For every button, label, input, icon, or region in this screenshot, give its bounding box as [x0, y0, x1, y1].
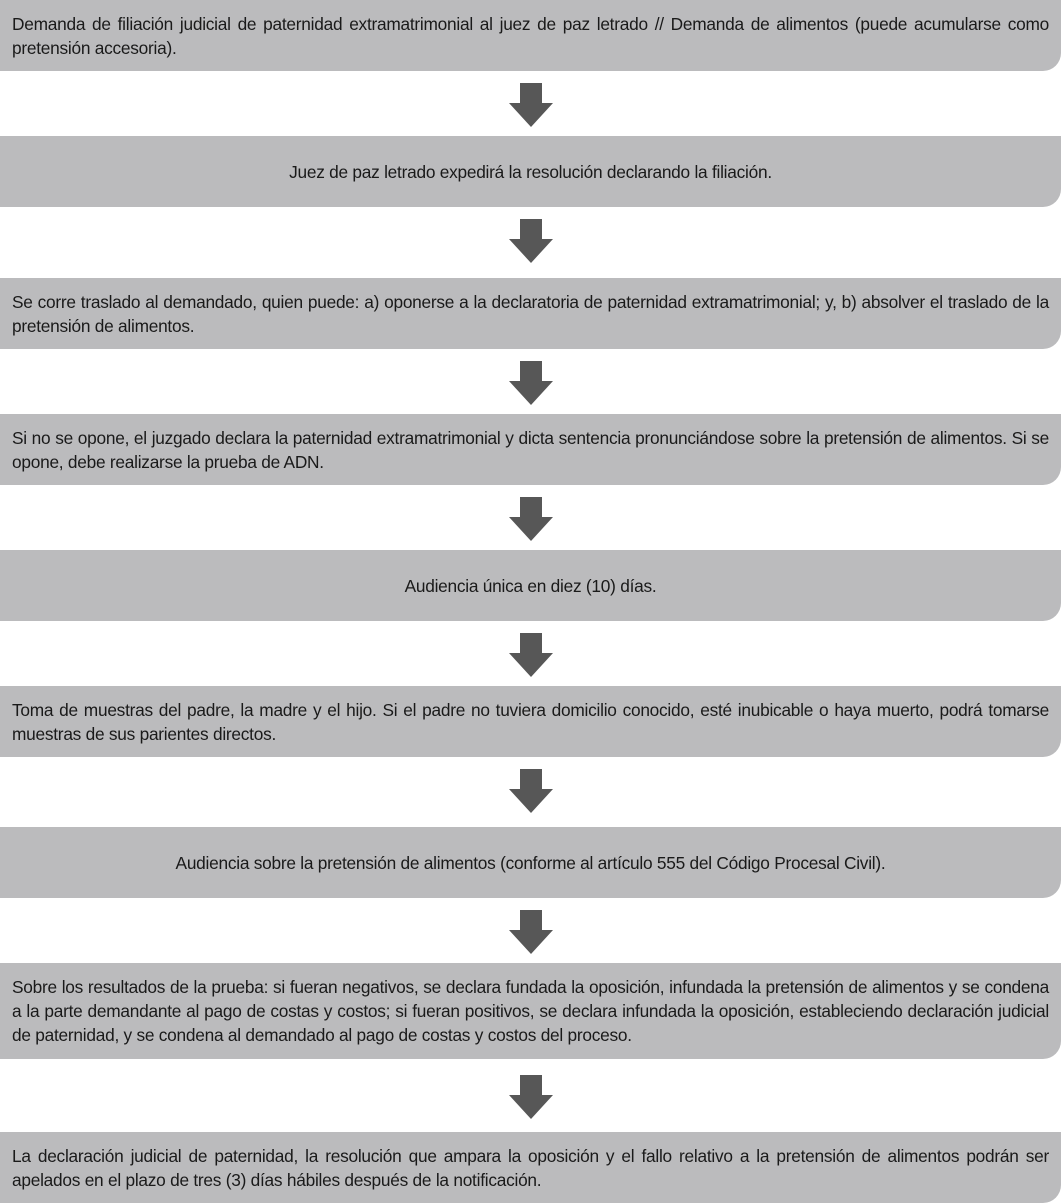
- step-5-text: Audiencia única en diez (10) días.: [404, 575, 657, 596]
- step-8-box: [0, 963, 1061, 1059]
- down-arrow-icon: [509, 83, 553, 127]
- step-8-text: Sobre los resultados de la prueba: si fueran negativos, se declara fundada la oposición, infundada la pretensión de alimentos y se condena a la parte demandante al pago de costas y costos; si fueran positivos, se declara infundada la oposición, estableciendo declaración judicial de paternidad, y se condena al demandado al pago de costas y costos del proceso.: [12, 977, 1049, 1045]
- step-9-box: [0, 1132, 1061, 1203]
- step-6-box: [0, 686, 1061, 757]
- down-arrow-icon: [509, 219, 553, 263]
- down-arrow-icon: [509, 910, 553, 954]
- step-1-text: Demanda de filiación judicial de paternidad extramatrimonial al juez de paz letrado // Demanda de alimentos (puede acumularse como pretensión accesoria).: [12, 13, 1049, 58]
- step-3-text: Se corre traslado al demandado, quien puede: a) oponerse a la declaratoria de paternidad extramatrimonial; y, b) absolver el traslado de la pretensión de alimentos.: [12, 291, 1049, 336]
- step-2-box: [0, 136, 1061, 207]
- down-arrow-icon: [509, 497, 553, 541]
- down-arrow-icon: [509, 769, 553, 813]
- step-6-text: Toma de muestras del padre, la madre y el hijo. Si el padre no tuviera domicilio conocido, esté inubicable o haya muerto, podrá tomarse muestras de sus parientes directos.: [12, 699, 1049, 744]
- step-7-box: [0, 827, 1061, 898]
- step-2-text: Juez de paz letrado expedirá la resolución declarando la filiación.: [289, 161, 772, 182]
- down-arrow-icon: [509, 633, 553, 677]
- down-arrow-icon: [509, 361, 553, 405]
- step-4-box: [0, 414, 1061, 485]
- step-1-box: [0, 0, 1061, 71]
- step-9-text: La declaración judicial de paternidad, la resolución que ampara la oposición y el fallo relativo a la pretensión de alimentos podrán ser apelados en el plazo de tres (3) días hábiles después de la notificación.: [12, 1145, 1049, 1190]
- step-7-text: Audiencia sobre la pretensión de alimentos (conforme al artículo 555 del Código Procesal Civil).: [175, 852, 886, 873]
- down-arrow-icon: [509, 1075, 553, 1119]
- step-4-text: Si no se opone, el juzgado declara la paternidad extramatrimonial y dicta sentencia pronunciándose sobre la pretensión de alimentos. Si se opone, debe realizarse la prueba de ADN.: [12, 427, 1049, 472]
- step-5-box: [0, 550, 1061, 621]
- step-3-box: [0, 278, 1061, 349]
